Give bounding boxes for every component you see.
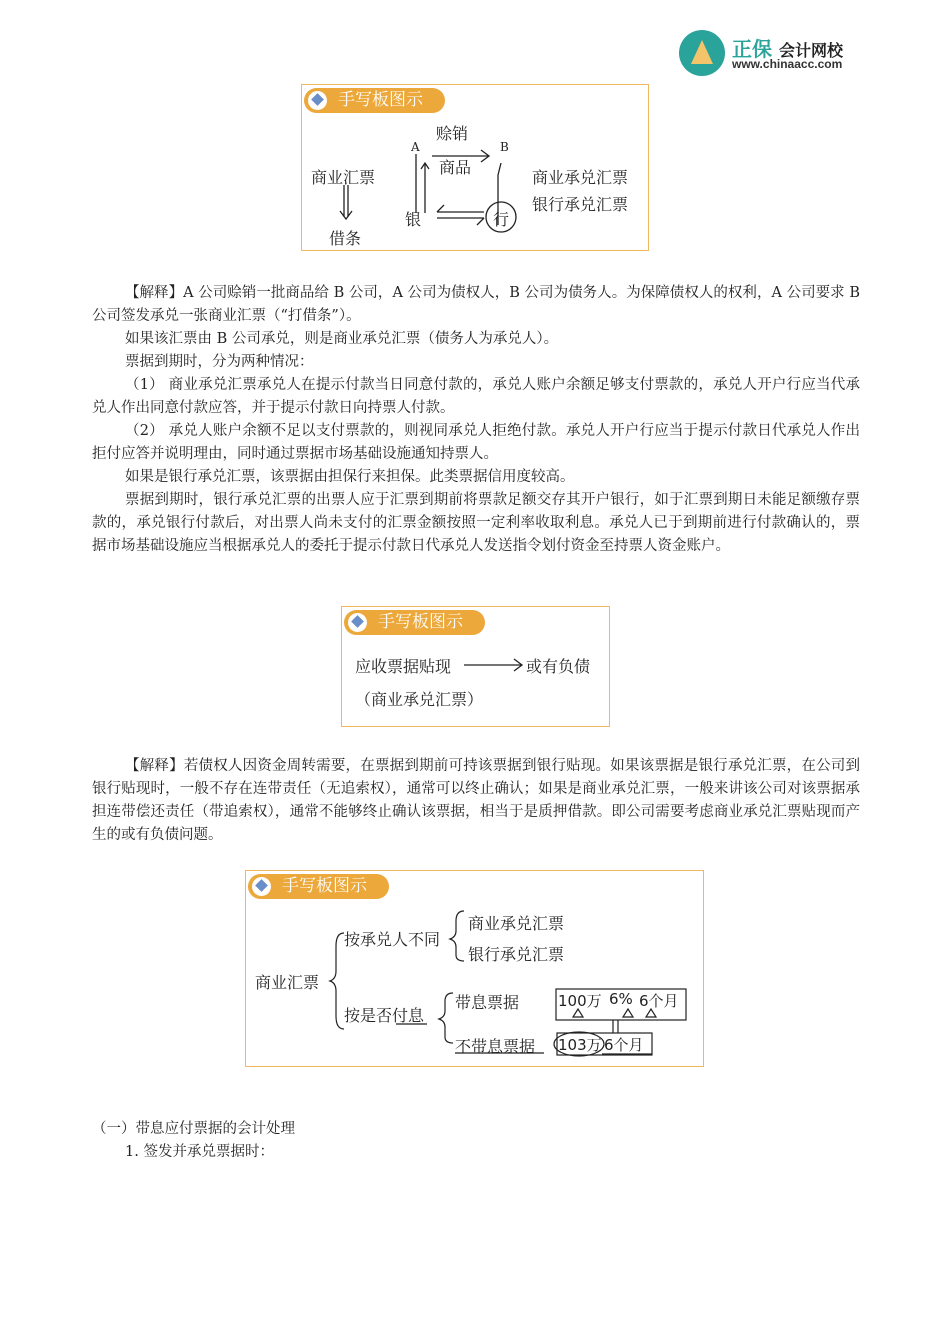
label-bank-acceptance: 银行承兑汇票 [468, 945, 565, 964]
label-contingent-liability: 或有负债 [526, 657, 591, 676]
handwriting-diagram-1 [301, 84, 649, 251]
paragraph: 【解释】A 公司赊销一批商品给 B 公司，A 公司为债权人，B 公司为债务人。为保障债权人的权利，A 公司要求 B 公司签发承兑一张商业汇票（“打借条”）。 [92, 285, 860, 324]
paragraph: （2） 承兑人账户余额不足以支付票款的，则视同承兑人拒绝付款。承兑人开户行应当于提示付款日代承兑人作出拒付应答并说明理由，同时通过票据市场基础设施通知持票人。 [92, 423, 860, 462]
label-commercial-bill: 商业汇票 [255, 973, 320, 992]
handwriting-badge: 手写板图示 [344, 610, 485, 635]
label-amount: 100万 [558, 992, 602, 1010]
paragraph: 【解释】若债权人因资金周转需要，在票据到期前可持该票据到银行贴现。如果该票据是银行承兑汇票，在公司到银行贴现时，一般不存在连带责任（无追索权），通常可以终止确认；如果是商业承兑汇票，一般来讲该公司对该票据承担连带偿还责任（带追索权），通常不能够终止确认该票据，相当于是质押借款。即公司需要考虑商业承兑汇票贴现而产生的或有负债问题。 [92, 758, 860, 843]
paragraph: 票据到期时，分为两种情况： [125, 354, 314, 370]
label-b: B [500, 140, 509, 154]
label-goods: 商品 [439, 158, 472, 177]
label-sell-on-credit: 赊销 [436, 124, 469, 143]
handwriting-diagram-3 [245, 870, 704, 1067]
handwriting-badge: 手写板图示 [304, 88, 445, 113]
handwriting-diagram-2 [341, 606, 610, 727]
paragraph: 票据到期时，银行承兑汇票的出票人应于汇票到期前将票款足额交存其开户银行，如于汇票到期日未能足额缴存票款的，承兑银行付款后，对出票人尚未支付的汇票金额按照一定利率收取利息。承兑人已于到期前进行付款确认的，票据市场基础设施应当根据承兑人的委托于提示付款日代承兑人发送指令划付资金至持票人资金账户。 [92, 492, 860, 554]
label-iou: 借条 [329, 229, 362, 248]
label-rate: 6% [609, 990, 633, 1008]
paragraph: 如果是银行承兑汇票，该票据由担保行来担保。此类票据信用度较高。 [125, 469, 575, 485]
label-term: 6个月 [639, 992, 679, 1010]
section-heading: （一）带息应付票据的会计处理 [92, 1121, 295, 1137]
label-a: A [411, 140, 420, 154]
label-amount-2: 103万 [558, 1036, 602, 1054]
label-bank-2: 行 [493, 210, 510, 229]
label-term-2: 6个月 [604, 1036, 644, 1054]
logo-url: www.chinaacc.com [732, 57, 843, 71]
label-trade-acceptance: 商业承兑汇票 [468, 914, 565, 933]
label-bank-1: 银 [405, 210, 422, 229]
paragraph: 如果该汇票由 B 公司承兑，则是商业承兑汇票（债务人为承兑人）。 [125, 331, 559, 347]
label-by-acceptor: 按承兑人不同 [344, 930, 441, 949]
label-non-interest-bearing: 不带息票据 [455, 1037, 536, 1056]
paragraph: （1） 商业承兑汇票承兑人在提示付款当日同意付款的，承兑人账户余额足够支付票款的，承兑人开户行应当代承兑人作出同意付款应答，并于提示付款日向持票人付款。 [92, 377, 860, 416]
label-trade-acceptance: 商业承兑汇票 [532, 168, 629, 187]
label-commercial-bill: 商业汇票 [311, 168, 376, 187]
logo-icon [679, 30, 725, 76]
logo-brand: 正保 会计网校 [732, 37, 843, 61]
step-text: 1. 签发并承兑票据时： [125, 1144, 274, 1160]
handwriting-badge: 手写板图示 [248, 874, 389, 899]
label-interest-bearing: 带息票据 [455, 993, 520, 1012]
label-by-interest: 按是否付息 [344, 1006, 425, 1025]
label-trade-acceptance: （商业承兑汇票） [355, 690, 484, 709]
label-bank-acceptance: 银行承兑汇票 [532, 195, 629, 214]
label-notes-discount: 应收票据贴现 [355, 657, 452, 676]
